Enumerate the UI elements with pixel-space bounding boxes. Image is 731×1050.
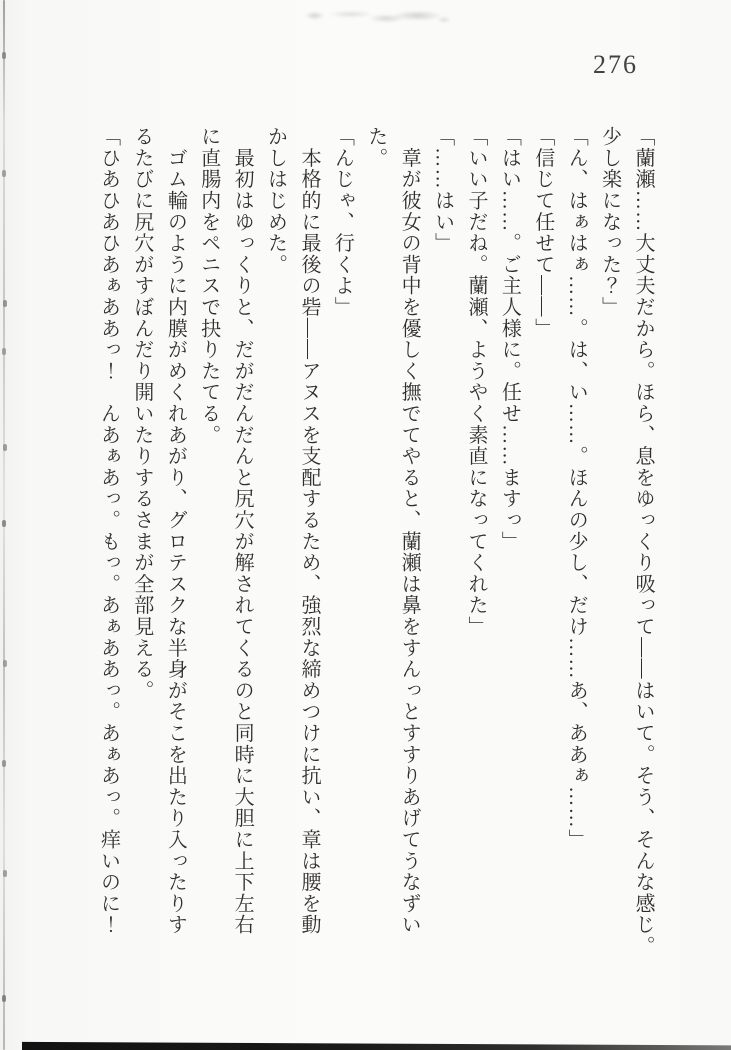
text-column: 「ひあひあひあぁああっ！ んあぁあっ。もっ。あぁああっ。あぁあっ。痒いのに！	[97, 126, 120, 936]
text-column: 章が彼女の背中を優しく撫でてやると、蘭瀬は鼻をすんっとすすりあげてうなずい	[398, 126, 421, 936]
text-column: 「んじゃ、行くよ」	[331, 126, 354, 318]
text-column: ゴム輪のように内膜がめくれあがり、グロテスクな半身がそこを出たり入ったりす	[164, 126, 187, 936]
text-column: た。	[364, 126, 387, 169]
binding-edge-artifact	[3, 0, 5, 1050]
page-number: 276	[593, 50, 638, 79]
text-column: に直腸内をペニスで抉りたてる。	[197, 126, 220, 446]
text-column: 「いい子だね。蘭瀬、ようやく素直になってくれた」	[464, 126, 487, 638]
scan-bottom-edge-artifact	[22, 1041, 731, 1050]
text-column: 最初はゆっくりと、だがだんだんと尻穴が解されてくるのと同時に大胆に上下左右	[231, 126, 254, 936]
text-column: 「信じて任せて——」	[531, 126, 554, 339]
text-column: 本格的に最後の砦——アヌスを支配するため、強烈な締めつけに抗い、章は腰を動	[297, 126, 320, 936]
text-column: 「……はい」	[431, 126, 454, 254]
text-column: 「蘭瀬……大丈夫だから。ほら、息をゆっくり吸って——はいて。そう、そんな感じ。	[632, 126, 654, 957]
text-column: 「ん、はぁはぁ……。は、い……。ほんの少し、だけ……あ、ああぁ……」	[565, 126, 588, 851]
text-column: 「はい……。ご主人様に。任せ……ますっ」	[498, 126, 521, 552]
text-column: かしはじめた。	[264, 126, 287, 276]
binding-edge-specks	[2, 52, 6, 59]
scan-smudge-artifact	[296, 3, 452, 31]
text-column: るたびに尻穴がすぼんだり開いたりするさまが全部見える。	[130, 126, 153, 702]
text-area	[91, 126, 659, 971]
text-column: 少し楽になった？」	[598, 126, 621, 318]
